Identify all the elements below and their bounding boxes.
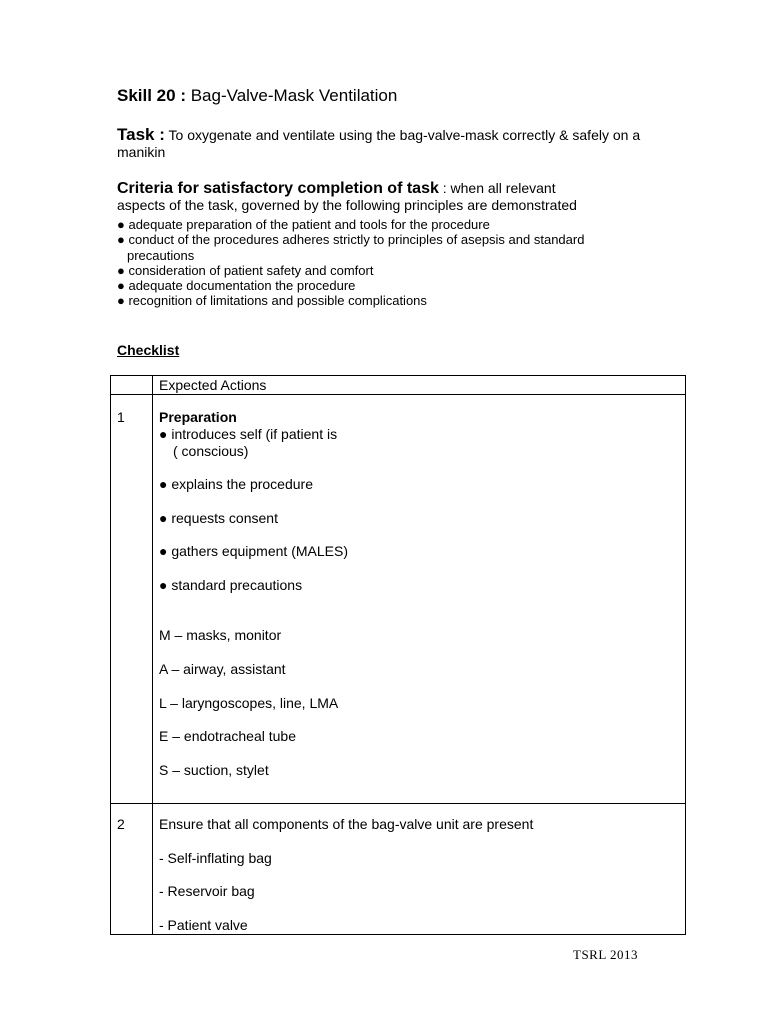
- action-line: ● requests consent: [159, 509, 278, 526]
- checklist-title: Checklist: [117, 342, 180, 358]
- criteria-bullets: [117, 217, 677, 309]
- footer-label: TSRL 2013: [573, 947, 639, 962]
- criteria-bullet: ● consideration of patient safety and comfort: [117, 262, 374, 278]
- action-line: ( conscious): [173, 442, 249, 459]
- criteria-bullet: ● adequate documentation the procedure: [117, 278, 356, 294]
- action-line: Ensure that all components of the bag-valve unit are present: [159, 816, 534, 832]
- row-title: Preparation: [159, 409, 237, 425]
- action-line: E – endotracheal tube: [159, 728, 296, 745]
- action-line: L – laryngoscopes, line, LMA: [159, 694, 339, 711]
- action-line: - Patient valve: [159, 916, 248, 933]
- header-expected-actions: Expected Actions: [153, 376, 686, 395]
- row-actions: [153, 804, 686, 935]
- action-line: A – airway, assistant: [159, 660, 286, 677]
- criteria-label: Criteria for satisfactory completion of task: [117, 180, 439, 197]
- skill-label: Skill 20 :: [117, 86, 186, 105]
- task-section: [117, 126, 657, 161]
- criteria-bullet: precautions: [127, 247, 195, 263]
- criteria-intro-2: aspects of the task, governed by the following principles are demonstrated: [117, 197, 577, 213]
- skill-name: Bag-Valve-Mask Ventilation: [190, 86, 398, 105]
- action-line: ● introduces self (if patient is: [159, 425, 338, 442]
- table-header-row: [111, 376, 686, 395]
- criteria-section: [117, 180, 677, 213]
- page-title: [117, 86, 397, 106]
- row-number: 2: [117, 816, 125, 832]
- criteria-bullet: ● recognition of limitations and possible complications: [117, 293, 427, 309]
- action-line: ● standard precautions: [159, 576, 303, 593]
- task-label: Task :: [117, 125, 165, 144]
- table-row: [111, 395, 686, 804]
- row-number: 1: [117, 409, 125, 425]
- criteria-intro-1: : when all relevant: [442, 180, 556, 196]
- action-line: - Reservoir bag: [159, 883, 255, 900]
- criteria-bullet: ● conduct of the procedures adheres strictly to principles of asepsis and standard: [117, 232, 585, 248]
- checklist-table: [110, 375, 686, 935]
- table-row: [111, 804, 686, 935]
- criteria-bullet: ● adequate preparation of the patient and tools for the procedure: [117, 217, 490, 232]
- action-line: M – masks, monitor: [159, 627, 282, 644]
- action-line: - Self-inflating bag: [159, 849, 272, 866]
- task-text: To oxygenate and ventilate using the bag-valve-mask correctly & safely on a manikin: [117, 127, 641, 160]
- row-actions: [153, 395, 686, 804]
- action-line: ● gathers equipment (MALES): [159, 543, 348, 560]
- action-line: ● explains the procedure: [159, 476, 313, 493]
- action-line: S – suction, stylet: [159, 761, 269, 778]
- header-num-cell: [111, 376, 153, 395]
